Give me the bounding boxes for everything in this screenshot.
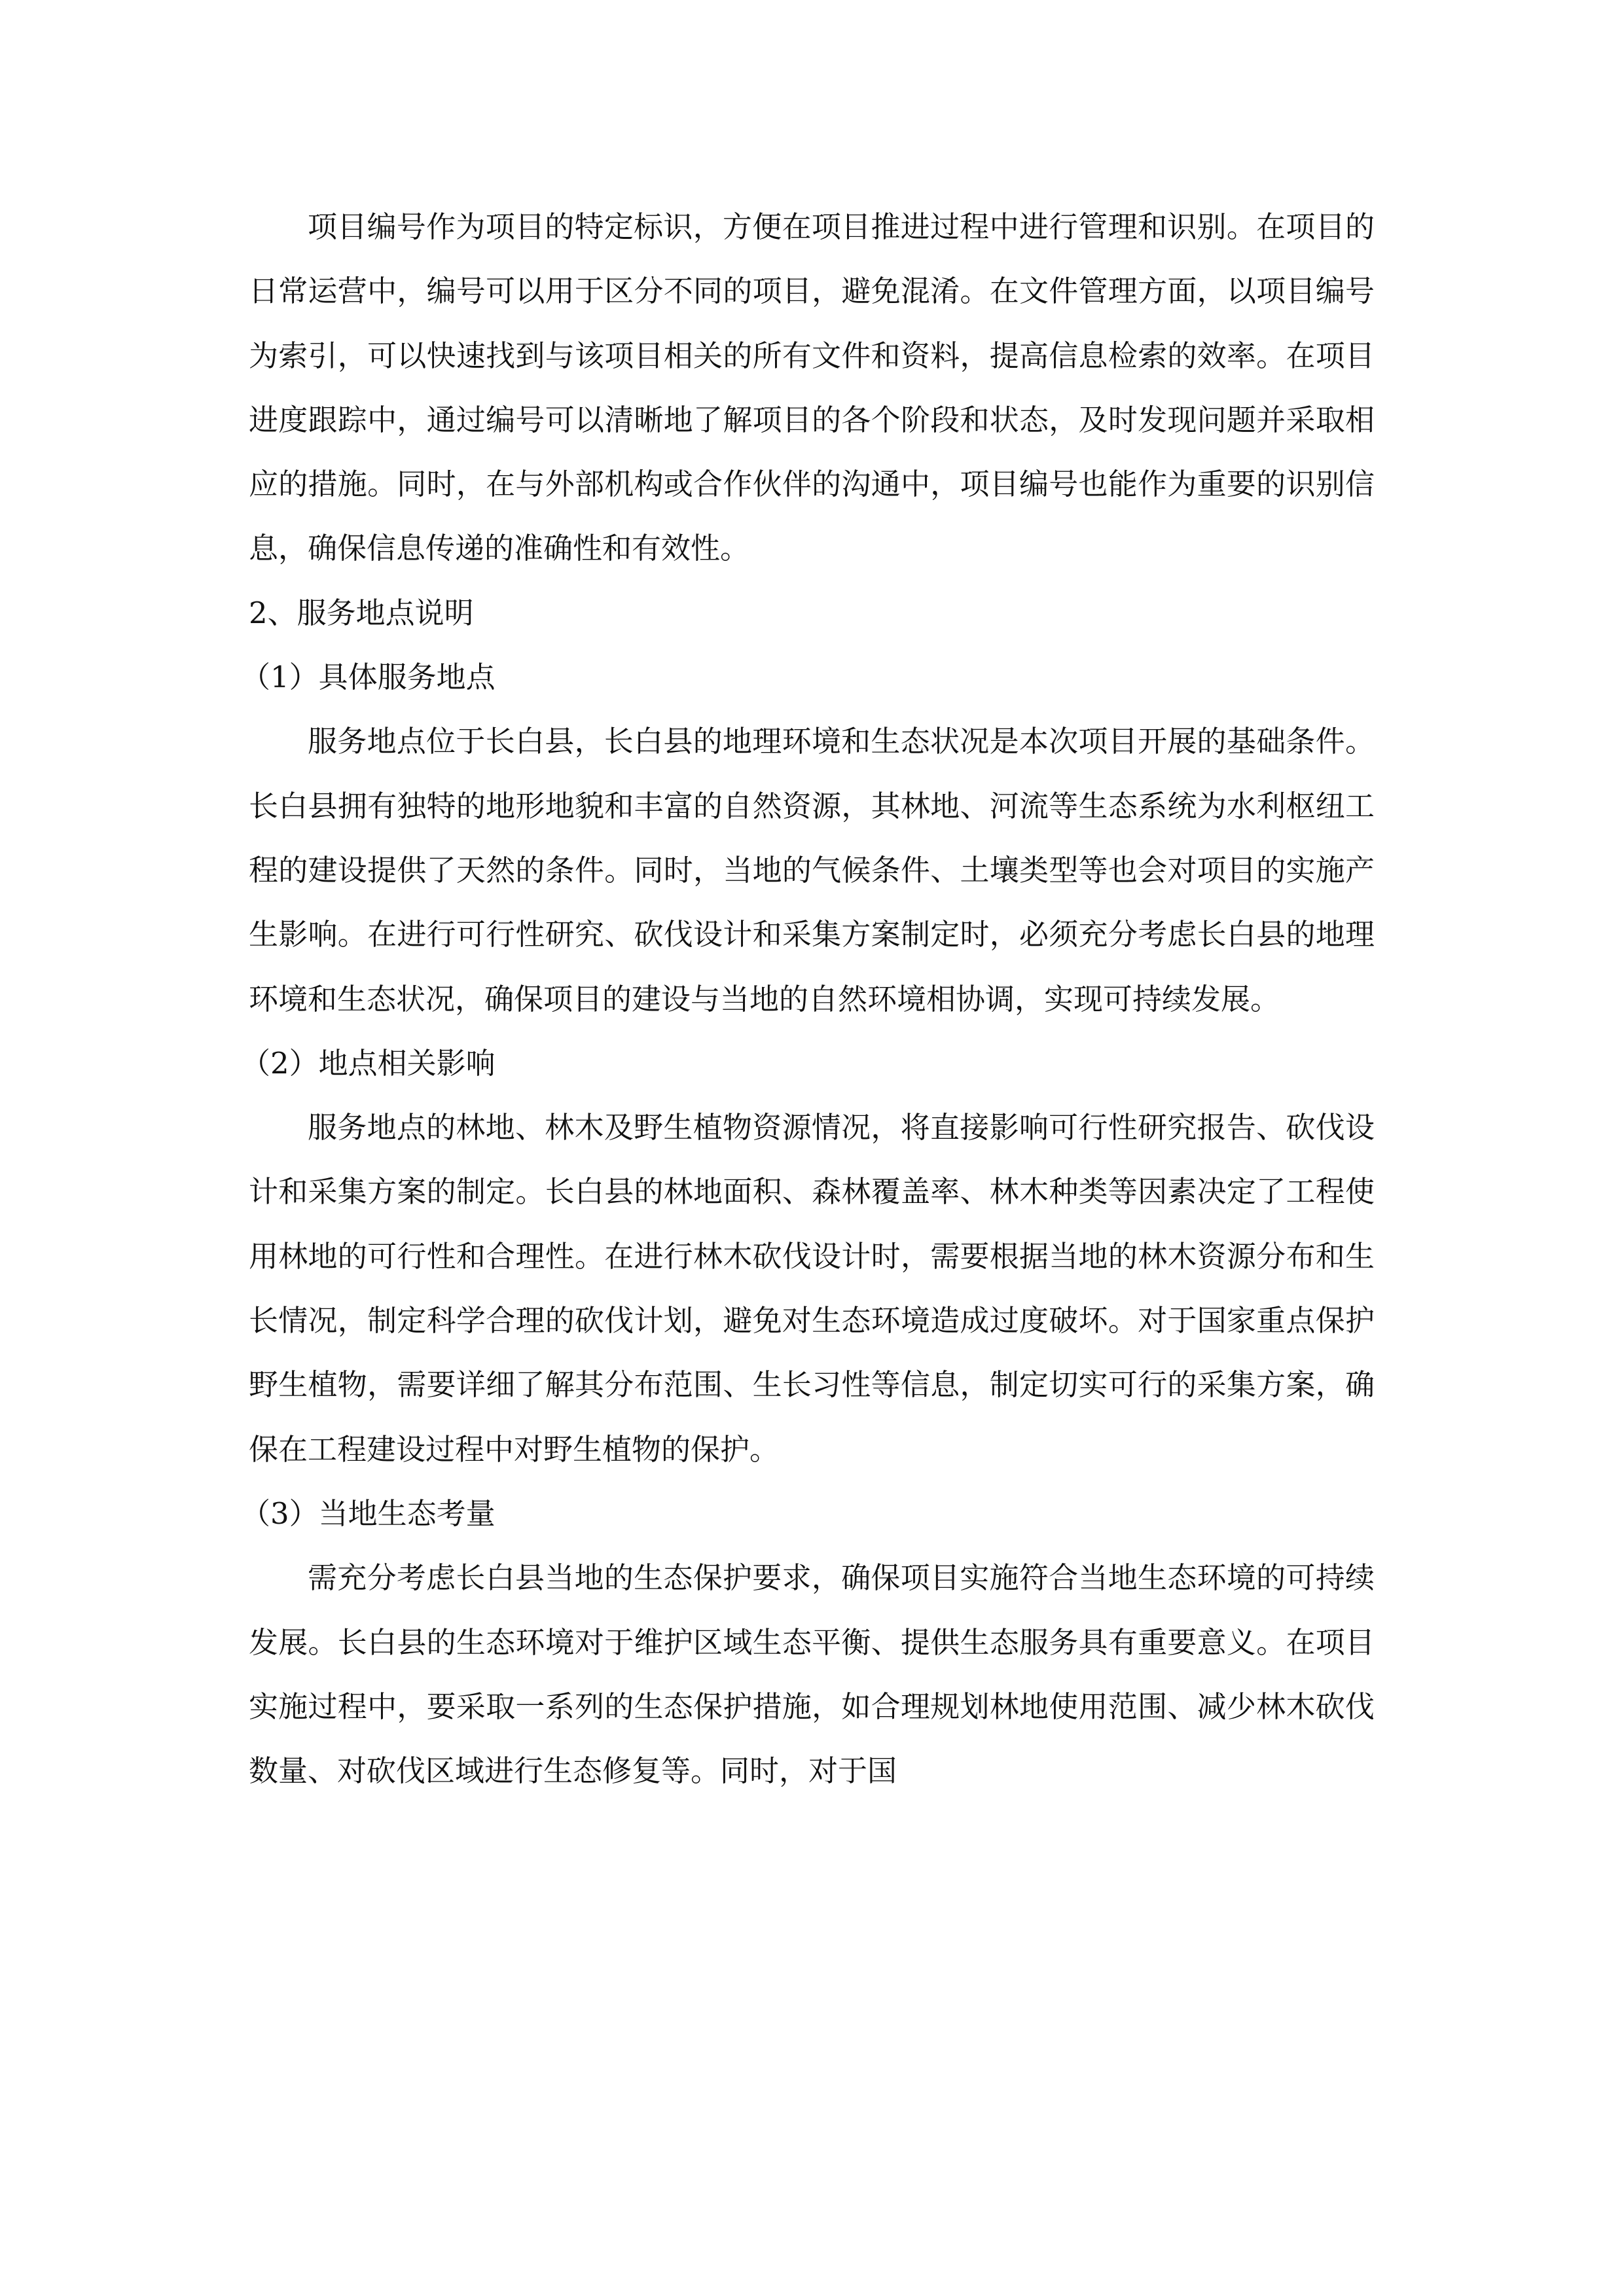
paragraph-location-impact: 服务地点的林地、林木及野生植物资源情况，将直接影响可行性研究报告、砍伐设计和采集方案的制定。长白县的林地面积、森林覆盖率、林木种类等因素决定了工程使用林地的可行性和合理性。在进行林木砍伐设计时，需要根据当地的林木资源分布和生长情况，制定科学合理的砍伐计划，避免对生态环境造成过度破坏。对于国家重点保护野生植物，需要详细了解其分布范围、生长习性等信息，制定切实可行的采集方案，确保在工程建设过程中对野生植物的保护。 [249, 1110, 1375, 1467]
section-heading-service-location: 2、服务地点说明 [249, 595, 474, 630]
paragraph-ecological-considerations: 需充分考虑长白县当地的生态保护要求，确保项目实施符合当地生态环境的可持续发展。长白县的生态环境对于维护区域生态平衡、提供生态服务具有重要意义。在项目实施过程中，要采取一系列的生态保护措施，如合理规划林地使用范围、减少林木砍伐数量、对砍伐区域进行生态修复等。同时，对于国 [249, 1560, 1375, 1789]
subheading-location-impact: （2）地点相关影响 [241, 1045, 496, 1081]
document-page [241, 195, 1375, 1803]
subheading-ecological-considerations: （3）当地生态考量 [241, 1496, 496, 1531]
subheading-specific-location: （1）具体服务地点 [241, 660, 496, 695]
paragraph-project-number: 项目编号作为项目的特定标识，方便在项目推进过程中进行管理和识别。在项目的日常运营中，编号可以用于区分不同的项目，避免混淆。在文件管理方面，以项目编号为索引，可以快速找到与该项目相关的所有文件和资料，提高信息检索的效率。在项目进度跟踪中，通过编号可以清晰地了解项目的各个阶段和状态，及时发现问题并采取相应的措施。同时，在与外部机构或合作伙伴的沟通中，项目编号也能作为重要的识别信息，确保信息传递的准确性和有效性。 [249, 209, 1375, 566]
paragraph-specific-location: 服务地点位于长白县，长白县的地理环境和生态状况是本次项目开展的基础条件。长白县拥有独特的地形地貌和丰富的自然资源，其林地、河流等生态系统为水利枢纽工程的建设提供了天然的条件。同时，当地的气候条件、土壤类型等也会对项目的实施产生影响。在进行可行性研究、砍伐设计和采集方案制定时，必须充分考虑长白县的地理环境和生态状况，确保项目的建设与当地的自然环境相协调，实现可持续发展。 [249, 724, 1375, 1016]
